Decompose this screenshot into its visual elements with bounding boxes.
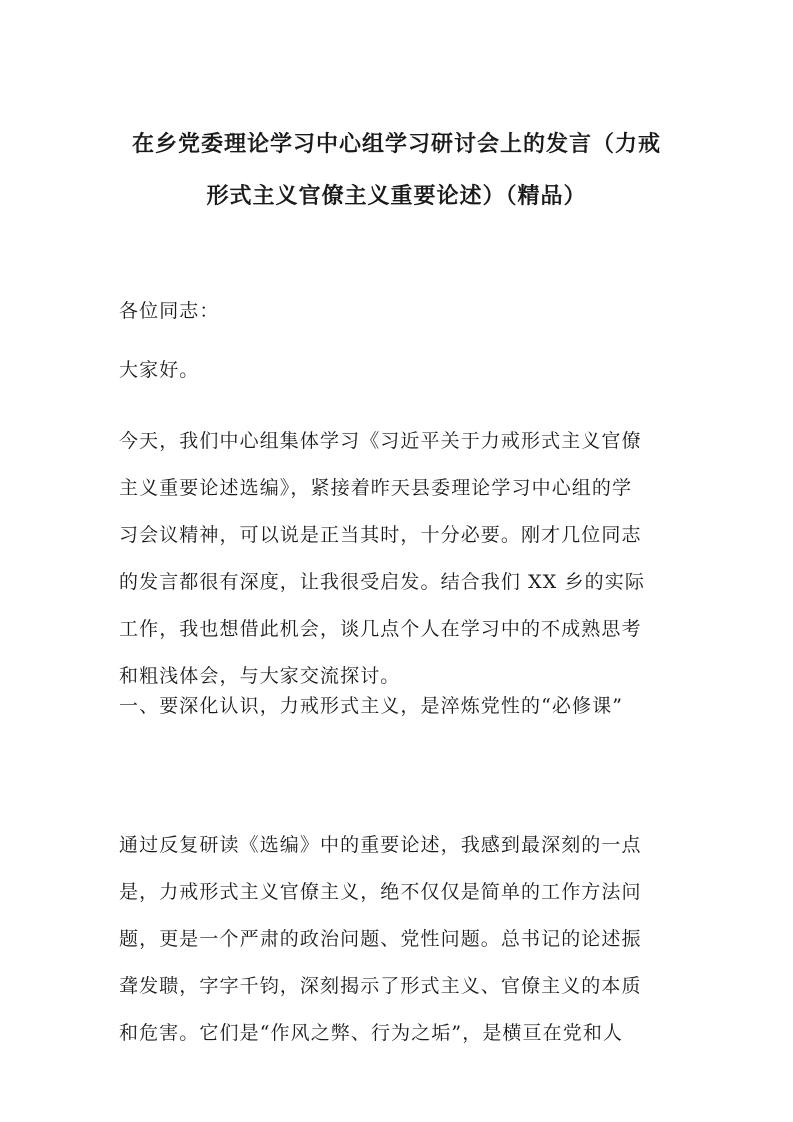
- title-line: 在乡党委理论学习中心组学习研讨会上的发言（力戒: [131, 132, 661, 157]
- paragraph-line: 工作，我也想借此机会，谈几点个人在学习中的不成熟思考: [119, 618, 642, 640]
- paragraph-line: 的发言都很有深度，让我很受启发。结合我们 XX 乡的实际: [119, 571, 645, 593]
- paragraph-line: 聋发聩，字字千钧，深刻揭示了形式主义、官僚主义的本质: [119, 975, 642, 997]
- title-line: 形式主义官僚主义重要论述）（精品）: [206, 184, 587, 209]
- paragraph-section-one: [119, 822, 675, 1057]
- document-title: [100, 119, 693, 223]
- section-heading: 一、要深化认识，力戒形式主义，是淬炼党性的“必修课”: [119, 695, 624, 717]
- paragraph-line: 和粗浅体会，与大家交流探讨。: [119, 665, 401, 687]
- salutation-text: 大家好。: [119, 359, 200, 381]
- paragraph-line: 题，更是一个严肃的政治问题、党性问题。总书记的论述振: [119, 928, 642, 950]
- paragraph-line: 主义重要论述选编》，紧接着昨天县委理论学习中心组的学: [119, 477, 633, 499]
- paragraph-line: 是，力戒形式主义官僚主义，绝不仅仅是简单的工作方法问: [119, 881, 642, 903]
- greeting-text: 各位同志：: [119, 300, 220, 322]
- paragraph-line: 通过反复研读《选编》中的重要论述，我感到最深刻的一点: [119, 834, 642, 856]
- paragraph-intro: [119, 418, 675, 700]
- paragraph-line: 和危害。它们是“作风之弊、行为之垢”，是横亘在党和人: [119, 1022, 624, 1044]
- paragraph-line: 今天，我们中心组集体学习《习近平关于力戒形式主义官僚: [119, 430, 642, 452]
- paragraph-line: 习会议精神，可以说是正当其时，十分必要。刚才几位同志: [119, 524, 642, 546]
